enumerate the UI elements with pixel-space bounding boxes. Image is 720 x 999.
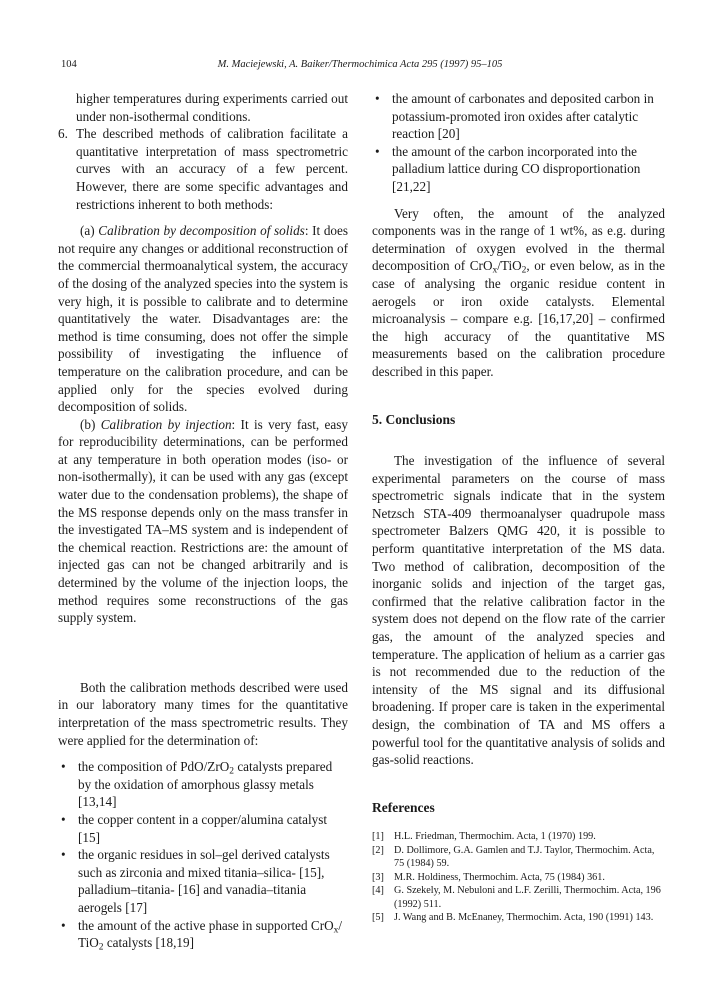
list-item: • the amount of the active phase in supported CrO$_x$/ TiO$_2$ catalysts [18,19] xyxy=(61,917,343,953)
reference-item xyxy=(372,884,665,911)
page-number: 104 xyxy=(61,59,77,70)
continued-item-text: higher temperatures during experiments carried out under non-isothermal conditions. xyxy=(76,91,348,124)
conclusions-heading: 5. Conclusions xyxy=(372,411,456,427)
right-column xyxy=(372,90,665,925)
list-item-6 xyxy=(58,125,348,213)
item-text: The described methods of calibration facilitate a quantitative interpretation of mass spectrometric curves with an accuracy of a few percent. However, there are some specific advantages and restrictions inherent to both methods: xyxy=(76,126,348,212)
list-item: • the amount of the carbon incorporated into the palladium lattice during CO disproportionation [21,22] xyxy=(375,143,641,194)
reference-item xyxy=(372,911,665,925)
reference-item xyxy=(372,830,665,844)
conclusions-paragraph: The investigation of the influence of several experimental parameters on the course of mass spectrometric signals indicate that in the system Netzsch STA-409 thermoanalyser quadrupole mass spectrometer Balzers QMG 420, it is possible to perform quantitative interpretation of the MS data. Two method of calibration, decomposition of the inorganic solids and injection of the target gas, confirmed that the relative calibration factor in the system does not depend on the flow rate of the carrier gas, the amount of the analyzed species and temperature. The application of helium as a carrier gas is not recommended due to the reduction of the intensity of the MS signal and its diffusional broadening. If proper care is taken in the experimental design, the combination of TA and MS offers a powerful tool for the quantitative analysis of solids and gas-solid reactions. xyxy=(372,453,665,768)
paragraph-calibration-injection: (b) Calibration by injection: It is very fast, easy for reproducibility determinations, can be performed at any temperature in both operation modes (iso- or non-isothermally), it can be used with any gas (except water due to the condensation problems), the shape of the MS response depends only on the mass transfer in the investigated TA–MS system and is independent of the chemical reaction. Restrictions are: the amount of injected gas can not be changed arbitrarily and is determined by the volume of the injection loops, the method requires some reconstructions of the gas supply system. xyxy=(58,416,348,626)
application-list xyxy=(58,758,348,952)
reference-text: G. Szekely, M. Nebuloni and L.F. Zerilli, Thermochim. Acta, 196 (1992) 511. xyxy=(394,885,661,910)
paragraph-calibration-decomposition: (a) Calibration by decomposition of solids: It does not require any changes or additional reconstruction of the commercial thermoanalytical system, the accuracy of the dosing of the analyzed species into the system is very high, it is possible to calibrate and to determine quantitatively the water. Disadvantages are: the method is time consuming, does not offer the simple possibility of investigating the influence of temperature on the calibration procedure, and can be applied only for the species evolved during decomposition of solids. xyxy=(58,223,348,415)
reference-number: [1] xyxy=(372,831,384,843)
reference-list xyxy=(372,830,665,925)
reference-number: [2] xyxy=(372,844,384,856)
running-title: M. Maciejewski, A. Baiker/Thermochimica Acta 295 (1997) 95–105 xyxy=(217,59,503,70)
page-header xyxy=(0,59,720,77)
list-item: • the amount of carbonates and deposited carbon in potassium-promoted iron oxides after catalytic reaction [20] xyxy=(375,91,654,142)
item-number: 6. xyxy=(58,126,68,142)
reference-number: [4] xyxy=(372,885,384,897)
reference-text: M.R. Holdiness, Thermochim. Acta, 75 (1984) 361. xyxy=(394,871,605,883)
application-list-continued xyxy=(372,90,665,196)
references-heading: References xyxy=(372,799,435,815)
reference-text: J. Wang and B. McEnaney, Thermochim. Acta, 190 (1991) 143. xyxy=(394,912,654,924)
calibration-decomposition-title: Calibration by decomposition of solids xyxy=(98,223,305,239)
reference-text: D. Dollimore, G.A. Gamlen and T.J. Taylor, Thermochim. Acta, 75 (1984) 59. xyxy=(394,844,655,870)
calibration-injection-title: Calibration by injection xyxy=(100,416,232,432)
list-item: • the copper content in a copper/alumina catalyst [15] xyxy=(61,811,327,845)
list-item: • the composition of PdO/ZrO$_2$ catalysts prepared by the oxidation of amorphous glassy metals [13,14] xyxy=(61,759,333,810)
paragraph-accuracy: Very often, the amount of the analyzed components was in the range of 1 wt%, as e.g. during determination of oxygen evolved in the thermal decomposition of CrO$_x$/TiO$_2$, or even below, as in the case of analysing the organic residue content in aerogels or iron oxide catalysts. Elemental microanalysis – compare e.g. [16,17,20] – confirmed the high accuracy of the quantitative MS measurements based on the calibration procedure described in this paper. xyxy=(372,205,665,379)
reference-number: [3] xyxy=(372,871,384,883)
reference-item xyxy=(372,871,665,885)
left-column xyxy=(58,90,348,952)
list-item: • the organic residues in sol–gel derived catalysts such as zirconia and mixed titania–silica- [15], palladium–titania- [16] and vanadia–titania aerogels [17] xyxy=(61,847,330,915)
reference-number: [5] xyxy=(372,912,384,924)
paragraph-applications: Both the calibration methods described were used in our laboratory many times for the quantitative interpretation of the mass spectrometric results. They were applied for the determination of: xyxy=(58,679,348,748)
reference-text: H.L. Friedman, Thermochim. Acta, 1 (1970) 199. xyxy=(394,831,596,843)
reference-item xyxy=(372,844,665,871)
